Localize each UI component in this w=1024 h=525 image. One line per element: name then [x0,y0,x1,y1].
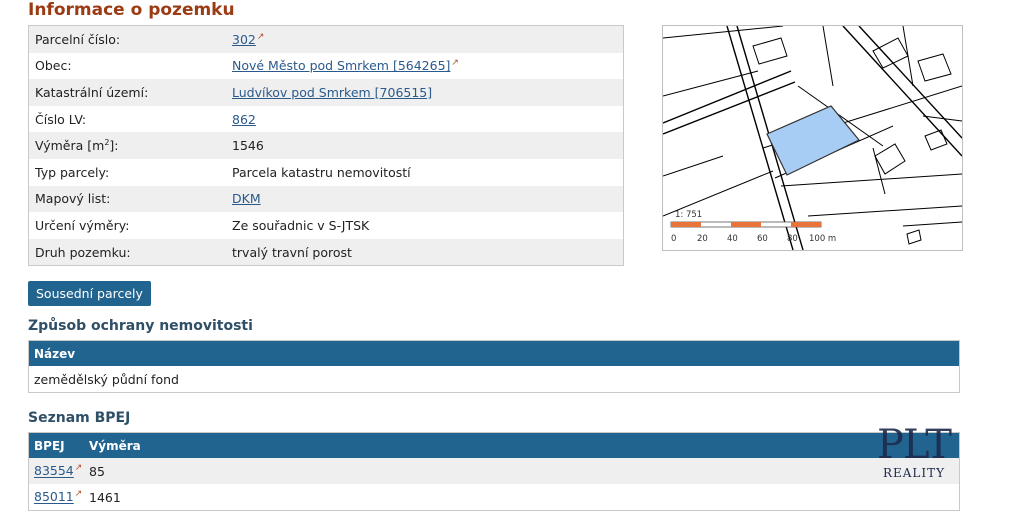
bpej-code-cell [29,484,85,511]
table-row [29,106,624,133]
scale-tick-label: 40 [727,234,738,244]
scale-tick-label: 20 [697,234,708,244]
table-row [29,186,624,213]
scale-tick-label: 80 [787,234,798,244]
row-label: Mapový list: [29,186,227,213]
row-value: Ze souřadnic v S-JTSK [226,212,624,239]
row-value [226,106,624,133]
parcel-number-link[interactable]: 302 [232,31,256,47]
protection-value: zemědělský půdní fond [29,366,960,393]
row-value [226,26,624,53]
row-value: Parcela katastru nemovitostí [226,159,624,186]
bpej-code-link[interactable]: 85011 [34,489,74,505]
bpej-code-link[interactable]: 83554 [34,463,74,479]
external-link-icon: ↗ [74,463,83,474]
row-label: Parcelní číslo: [29,26,227,53]
scale-tick-label: 100 m [809,234,837,244]
neighbor-parcels-button[interactable]: Sousední parcely [28,281,151,306]
table-row [29,132,624,159]
row-label: Číslo LV: [29,106,227,133]
table-row [29,53,624,80]
col-header-name: Název [29,341,960,367]
table-row [29,79,624,106]
table-row [29,26,624,53]
table-row [29,159,624,186]
row-label: Obec: [29,53,227,80]
map-drawing [663,26,962,250]
row-label: Katastrální území: [29,79,227,106]
table-row [29,239,624,266]
plt-reality-logo: PLT REALITY [877,422,951,480]
bpej-heading: Seznam BPEJ [28,410,131,426]
parcel-info-table [28,25,624,266]
table-row [29,484,960,511]
svg-text:1: 751: 1: 751 [675,210,703,220]
page-title: Informace o pozemku [28,0,235,20]
scale-bar [671,210,836,244]
row-value [226,53,624,80]
map-sheet-link[interactable]: DKM [232,191,261,207]
table-row [29,366,960,393]
municipality-link[interactable]: Nové Město pod Smrkem [564265] [232,58,451,74]
protection-heading: Způsob ochrany nemovitosti [28,318,253,334]
protection-table [28,340,960,393]
lv-number-link[interactable]: 862 [232,111,256,127]
external-link-icon: ↗ [256,31,265,42]
row-label: Určení výměry: [29,212,227,239]
table-row [29,458,960,484]
parcel-map[interactable] [662,25,963,251]
row-label: Druh pozemku: [29,239,227,266]
table-header-row [29,433,960,459]
bpej-area-cell: 85 [84,458,960,484]
row-value: trvalý travní porost [226,239,624,266]
cadastral-area-link[interactable]: Ludvíkov pod Smrkem [706515] [232,84,433,100]
scale-tick-label: 0 [671,234,677,244]
row-label: Typ parcely: [29,159,227,186]
row-label: Výměra $[m^2]$: [29,132,227,159]
scale-tick-label: 60 [757,234,768,244]
external-link-icon: ↗ [74,489,83,500]
bpej-code-cell [29,458,85,484]
bpej-area-cell: 1461 [84,484,960,511]
table-row [29,212,624,239]
row-value [226,79,624,106]
external-link-icon: ↗ [451,58,459,69]
row-value: 1546 [226,132,624,159]
bpej-table [28,432,960,511]
col-header-bpej: BPEJ [29,433,85,459]
row-value [226,186,624,213]
table-header-row [29,341,960,367]
col-header-area: Výměra [84,433,960,459]
highlighted-parcel [767,106,859,175]
